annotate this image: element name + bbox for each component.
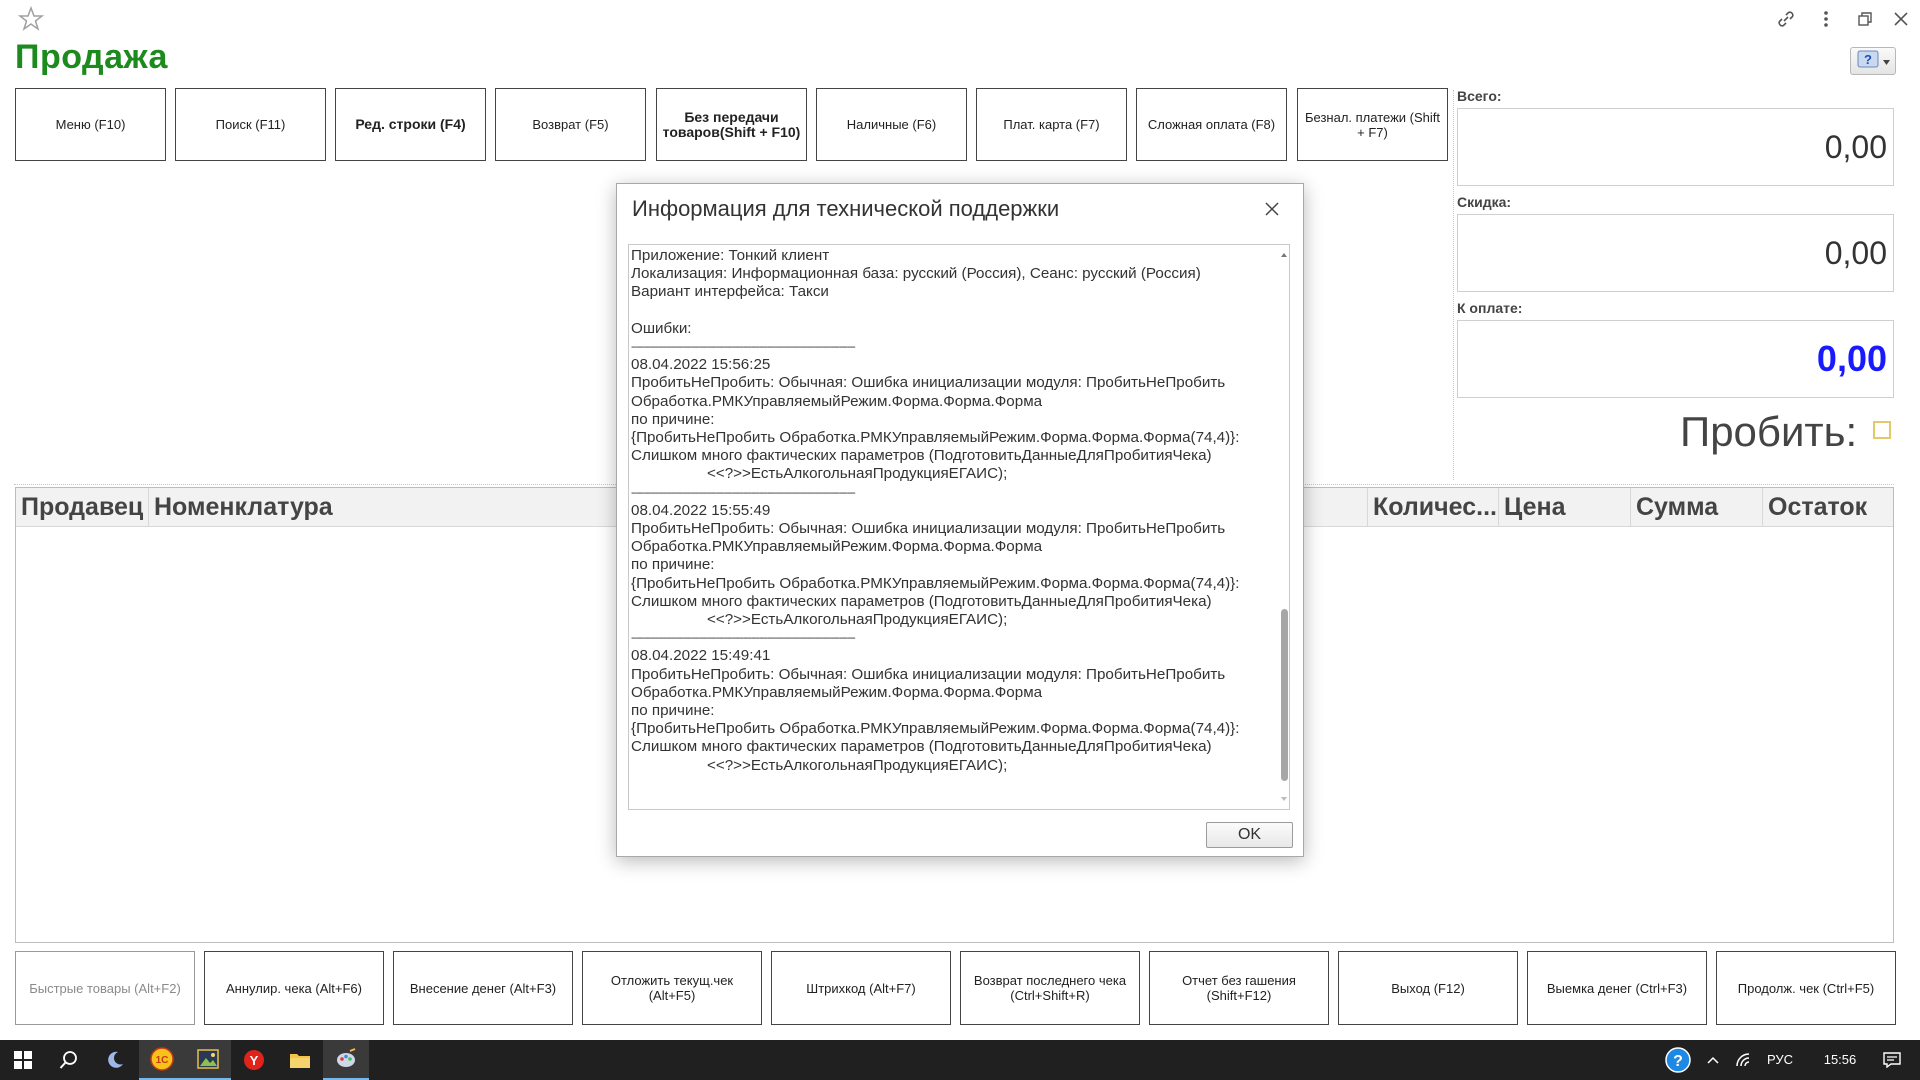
return-button[interactable]: Возврат (F5) — [495, 88, 646, 161]
total-label: Всего: — [1457, 88, 1502, 104]
support-info-line: Ошибки: — [631, 319, 692, 337]
support-info-line: ПробитьНеПробить: Обычная: Ошибка инициализации модуля: ПробитьНеПробить — [631, 665, 1226, 683]
search-button[interactable]: Поиск (F11) — [175, 88, 326, 161]
image-app-icon[interactable] — [185, 1040, 231, 1080]
cash-button[interactable]: Наличные (F6) — [816, 88, 967, 161]
page-title: Продажа — [15, 38, 168, 76]
moon-icon[interactable] — [92, 1040, 138, 1080]
support-info-line — [631, 302, 1261, 320]
help-button[interactable] — [1850, 47, 1896, 75]
support-info-line: {ПробитьНеПробить Обработка.РМКУправляемыйРежим.Форма.Форма.Форма(74,4)}: — [631, 429, 1240, 447]
support-info-line: ------------------------------------------------------------------------------------ — [631, 486, 855, 499]
dialog-title: Информация для технической поддержки — [632, 196, 1060, 221]
support-info-line: Обработка.РМКУправляемыйРежим.Форма.Форма.Форма — [631, 538, 1043, 556]
support-info-line: ПробитьНеПробить: Обычная: Ошибка инициализации модуля: ПробитьНеПробить — [631, 374, 1226, 392]
support-info-line: 08.04.2022 15:49:41 — [631, 647, 771, 665]
support-info-line: Обработка.РМКУправляемыйРежим.Форма.Форма.Форма — [631, 392, 1043, 410]
chevron-up-icon[interactable] — [1698, 1040, 1728, 1080]
column-nomenclature[interactable]: Номенклатура — [154, 493, 333, 521]
support-info-line: по причине: — [631, 702, 715, 720]
edit-line-button[interactable]: Ред. строки (F4) — [335, 88, 486, 161]
support-info-line: <<?>>ЕстьАлкогольнаяПродукцияЕГАИС); — [631, 611, 1008, 629]
support-info-line: Локализация: Информационная база: русский (Россия), Сеанс: русский (Россия) — [631, 265, 1201, 283]
support-info-line: <<?>>ЕстьАлкогольнаяПродукцияЕГАИС); — [631, 756, 1008, 774]
support-info-line: ------------------------------------------------------------------------------------ — [631, 632, 855, 645]
discount-label: Скидка: — [1457, 194, 1512, 210]
clock[interactable]: 15:56 — [1823, 1052, 1857, 1067]
favorite-star-icon[interactable] — [18, 6, 44, 32]
menu-button[interactable]: Меню (F10) — [15, 88, 166, 161]
support-info-line: <<?>>ЕстьАлкогольнаяПродукцияЕГАИС); — [631, 465, 1008, 483]
support-info-line: Приложение: Тонкий клиент — [631, 247, 830, 264]
panel-separator — [1453, 90, 1454, 480]
language-indicator[interactable]: РУС — [1767, 1052, 1794, 1067]
pay-value: 0,00 — [1457, 320, 1894, 398]
help-icon — [1857, 50, 1879, 73]
restore-window-icon[interactable] — [1850, 6, 1880, 32]
file-explorer-icon[interactable] — [277, 1040, 323, 1080]
paint-app-icon[interactable] — [323, 1040, 369, 1080]
support-info-line: по причине: — [631, 410, 715, 428]
taskbar — [0, 1040, 1920, 1080]
support-info-line: Слишком много фактических параметров (ПодготовитьДанныеДляПробитияЧека) — [631, 447, 1212, 465]
link-icon[interactable] — [1771, 6, 1801, 32]
support-info-dialog — [616, 183, 1304, 857]
scrollbar-thumb[interactable] — [1281, 609, 1288, 781]
svg-text:?: ? — [1673, 1053, 1683, 1070]
card-payment-button[interactable]: Плат. карта (F7) — [976, 88, 1127, 161]
svg-text:Y: Y — [249, 1053, 259, 1068]
probit-checkbox[interactable] — [1873, 421, 1891, 439]
column-seller[interactable]: Продавец — [16, 488, 149, 526]
x-report-button[interactable]: Отчет без гашения (Shift+F12) — [1149, 951, 1329, 1025]
wifi-icon[interactable] — [1728, 1040, 1760, 1080]
column-quantity[interactable]: Количес... — [1367, 488, 1499, 526]
support-info-line: 08.04.2022 15:55:49 — [631, 501, 771, 519]
quick-goods-button[interactable]: Быстрые товары (Alt+F2) — [15, 951, 195, 1025]
start-icon[interactable] — [0, 1040, 46, 1080]
exit-button[interactable]: Выход (F12) — [1338, 951, 1518, 1025]
support-info-line: {ПробитьНеПробить Обработка.РМКУправляемыйРежим.Форма.Форма.Форма(74,4)}: — [631, 720, 1240, 738]
column-remainder[interactable]: Остаток — [1768, 493, 1868, 521]
probit-label: Пробить: — [1680, 408, 1858, 455]
support-info-line: 08.04.2022 15:56:25 — [631, 356, 771, 374]
support-info-line: {ПробитьНеПробить Обработка.РМКУправляемыйРежим.Форма.Форма.Форма(74,4)}: — [631, 574, 1240, 592]
cash-withdrawal-button[interactable]: Выемка денег (Ctrl+F3) — [1527, 951, 1707, 1025]
return-last-check-button[interactable]: Возврат последнего чека (Ctrl+Shift+R) — [960, 951, 1140, 1025]
ok-button[interactable]: OK — [1206, 822, 1293, 848]
chevron-down-icon — [1883, 52, 1890, 70]
column-price[interactable]: Цена — [1499, 488, 1631, 526]
column-sum[interactable]: Сумма — [1631, 488, 1763, 526]
continue-check-button[interactable]: Продолж. чек (Ctrl+F5) — [1716, 951, 1896, 1025]
vertical-scrollbar[interactable] — [1279, 247, 1289, 807]
discount-value: 0,00 — [1457, 214, 1894, 292]
total-value: 0,00 — [1457, 108, 1894, 186]
support-info-line: по причине: — [631, 556, 715, 574]
notification-icon[interactable] — [1872, 1040, 1912, 1080]
more-menu-icon[interactable] — [1811, 6, 1841, 32]
1c-app-icon[interactable] — [139, 1040, 185, 1080]
help-tray-icon[interactable] — [1656, 1040, 1700, 1080]
cash-deposit-button[interactable]: Внесение денег (Alt+F3) — [393, 951, 573, 1025]
pay-label: К оплате: — [1457, 300, 1523, 316]
postpone-check-button[interactable]: Отложить текущ.чек (Alt+F5) — [582, 951, 762, 1025]
svg-text:1С: 1С — [155, 1055, 169, 1066]
support-info-line: Слишком много фактических параметров (ПодготовитьДанныеДляПробитияЧека) — [631, 592, 1212, 610]
close-icon — [1265, 202, 1279, 221]
support-info-line: ПробитьНеПробить: Обычная: Ошибка инициализации модуля: ПробитьНеПробить — [631, 520, 1226, 538]
support-info-text[interactable] — [628, 244, 1290, 810]
support-info-line: Обработка.РМКУправляемыйРежим.Форма.Форма.Форма — [631, 683, 1043, 701]
support-info-lines — [631, 247, 1261, 775]
close-window-icon[interactable] — [1886, 6, 1916, 32]
svg-text:?: ? — [1863, 51, 1872, 67]
yandex-browser-icon[interactable] — [231, 1040, 277, 1080]
no-goods-transfer-button[interactable]: Без передачи товаров(Shift + F10) — [656, 88, 807, 161]
complex-payment-button[interactable]: Сложная оплата (F8) — [1136, 88, 1287, 161]
barcode-button[interactable]: Штрихкод (Alt+F7) — [771, 951, 951, 1025]
cashless-payments-button[interactable]: Безнал. платежи (Shift + F7) — [1297, 88, 1448, 161]
search-icon[interactable] — [46, 1040, 92, 1080]
cancel-check-button[interactable]: Аннулир. чека (Alt+F6) — [204, 951, 384, 1025]
support-info-line: Вариант интерфейса: Такси — [631, 283, 829, 301]
support-info-line: ------------------------------------------------------------------------------------ — [631, 341, 855, 353]
support-info-line: Слишком много фактических параметров (ПодготовитьДанныеДляПробитияЧека) — [631, 738, 1212, 756]
dialog-close-button[interactable] — [1259, 198, 1285, 224]
